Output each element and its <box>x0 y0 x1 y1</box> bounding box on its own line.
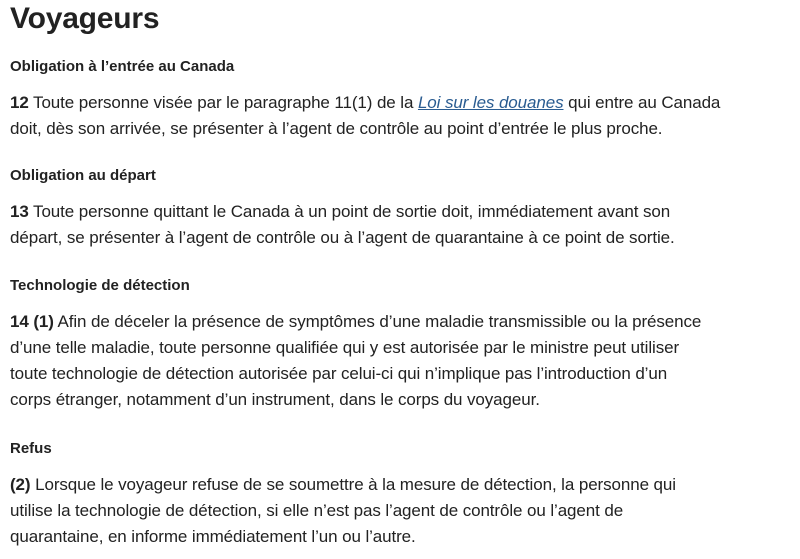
section-14-2-line-3: quarantaine, en informe immédiatement l’un ou l’autre. <box>10 527 416 546</box>
section-14-2-paragraph <box>10 472 795 550</box>
section-number: 13 <box>10 202 29 221</box>
section-14-line-4: corps étranger, notamment d’un instrument, dans le corps du voyageur. <box>10 390 540 409</box>
section-12-line-2: doit, dès son arrivée, se présenter à l’agent de contrôle au point d’entrée le plus proche. <box>10 119 663 138</box>
section-14-2-line-1 <box>10 472 795 498</box>
section-12-paragraph <box>10 90 795 142</box>
section-number: 14 <box>10 312 29 331</box>
section-heading-detection: Technologie de détection <box>10 277 190 294</box>
subsection-number: (1) <box>33 312 54 331</box>
section-heading-entry: Obligation à l’entrée au Canada <box>10 58 235 75</box>
section-14-2-line-2: utilise la technologie de détection, si elle n’est pas l’agent de contrôle ou l’agent de <box>10 501 624 520</box>
section-text: Afin de déceler la présence de symptômes d’une maladie transmissible ou la présence <box>57 312 702 331</box>
subsection-number: (2) <box>10 475 31 494</box>
section-heading-refusal: Refus <box>10 440 52 457</box>
section-13-line-1 <box>10 199 795 225</box>
page-title: Voyageurs <box>10 2 160 35</box>
section-12-line-1 <box>10 90 795 116</box>
section-14-1-paragraph <box>10 309 795 413</box>
section-text: Toute personne visée par le paragraphe 11(1) de la <box>33 93 414 112</box>
section-heading-departure: Obligation au départ <box>10 167 156 184</box>
customs-act-link[interactable]: Loi sur les douanes <box>417 93 564 112</box>
section-text: Lorsque le voyageur refuse de se soumettre à la mesure de détection, la personne qui <box>35 475 676 494</box>
section-13-paragraph <box>10 199 795 251</box>
section-14-line-1 <box>10 309 795 335</box>
section-13-line-2: départ, se présenter à l’agent de contrôle ou à l’agent de quarantaine à ce point de sortie. <box>10 228 675 247</box>
section-14-line-3: toute technologie de détection autorisée par celui-ci qui n’implique pas l’introduction d’un <box>10 364 668 383</box>
section-text: Toute personne quittant le Canada à un point de sortie doit, immédiatement avant son <box>33 202 671 221</box>
section-text: qui entre au Canada <box>568 93 721 112</box>
section-number: 12 <box>10 93 29 112</box>
section-14-line-2: d’une telle maladie, toute personne qualifiée qui y est autorisée par le ministre peut utiliser <box>10 338 680 357</box>
